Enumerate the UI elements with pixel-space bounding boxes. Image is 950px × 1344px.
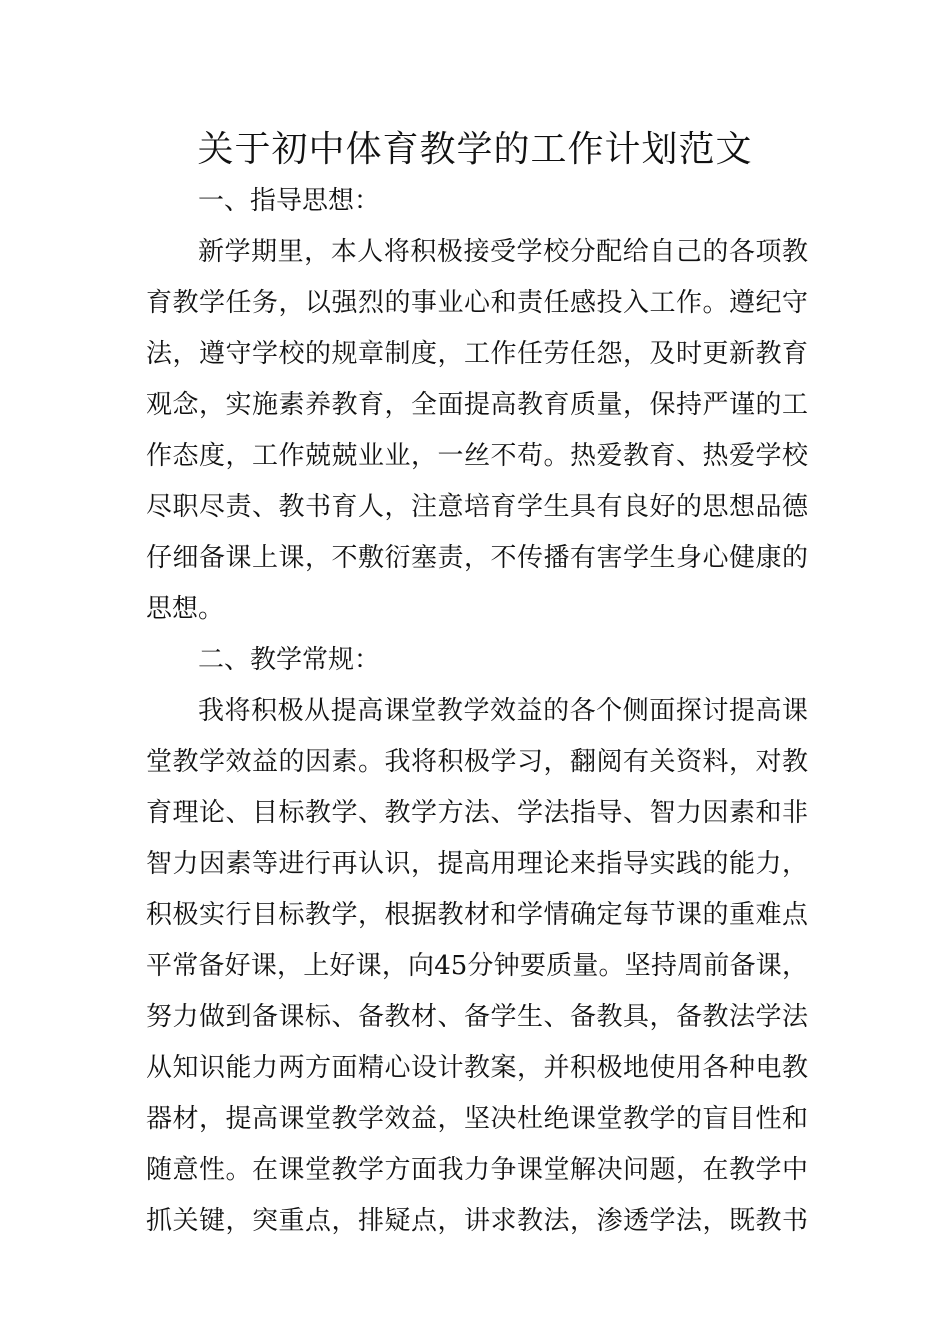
paragraph-line: 智力因素等进行再认识，提高用理论来指导实践的能力， <box>146 849 808 879</box>
paragraph-line: 努力做到备课标、备教材、备学生、备教具，备教法学法 <box>146 1002 808 1032</box>
section-heading-guiding-ideology: 一、指导思想： <box>198 186 381 216</box>
paragraph-line: 仔细备课上课，不敷衍塞责，不传播有害学生身心健康的 <box>146 543 808 573</box>
paragraph-line: 育理论、目标教学、教学方法、学法指导、智力因素和非 <box>146 798 808 828</box>
paragraph-line: 育教学任务，以强烈的事业心和责任感投入工作。遵纪守 <box>146 288 808 318</box>
paragraph-line: 法，遵守学校的规章制度，工作任劳任怨，及时更新教育 <box>146 339 808 369</box>
paragraph-line: 观念，实施素养教育，全面提高教育质量，保持严谨的工 <box>146 390 808 420</box>
paragraph-line: 抓关键，突重点，排疑点，讲求教法，渗透学法，既教书 <box>146 1206 808 1236</box>
paragraph-line: 平常备好课，上好课，向45分钟要质量。坚持周前备课， <box>146 951 808 981</box>
section-heading-teaching-routine: 二、教学常规： <box>198 645 381 675</box>
paragraph-line: 积极实行目标教学，根据教材和学情确定每节课的重难点 <box>146 900 808 930</box>
paragraph-line: 作态度，工作兢兢业业，一丝不苟。热爱教育、热爱学校 <box>146 441 808 471</box>
document-title: 关于初中体育教学的工作计划范文 <box>197 129 753 170</box>
paragraph-line: 我将积极从提高课堂教学效益的各个侧面探讨提高课 <box>198 696 808 726</box>
paragraph-line: 堂教学效益的因素。我将积极学习，翻阅有关资料，对教 <box>146 747 808 777</box>
document-body <box>146 176 808 1247</box>
paragraph-line: 尽职尽责、教书育人，注意培育学生具有良好的思想品德 <box>146 492 808 522</box>
paragraph-line: 新学期里，本人将积极接受学校分配给自己的各项教 <box>198 237 808 267</box>
paragraph-line: 器材，提高课堂教学效益，坚决杜绝课堂教学的盲目性和 <box>146 1104 808 1134</box>
paragraph-line: 思想。 <box>146 594 225 624</box>
paragraph-line: 从知识能力两方面精心设计教案，并积极地使用各种电教 <box>146 1053 808 1083</box>
paragraph-line: 随意性。在课堂教学方面我力争课堂解决问题，在教学中 <box>146 1155 808 1185</box>
